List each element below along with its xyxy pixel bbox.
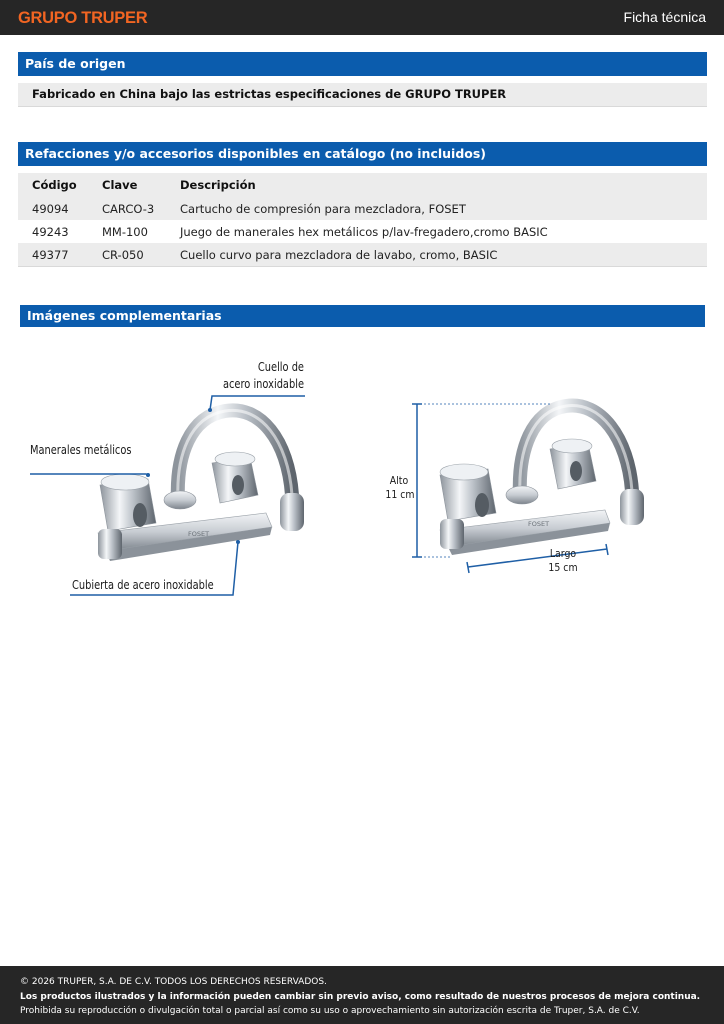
footer-copyright: © 2026 TRUPER, S.A. DE C.V. TODOS LOS DERECHOS RESERVADOS. xyxy=(20,977,327,987)
cell-code: 49094 xyxy=(18,197,102,220)
length-value: 15 cm xyxy=(548,561,578,574)
cell-description: Cuello curvo para mezcladora de lavabo, cromo, BASIC xyxy=(180,243,707,267)
parts-table xyxy=(18,173,707,267)
cell-code: 49243 xyxy=(32,224,69,239)
cell-description: Juego de manerales hex metálicos p/lav-fregadero,cromo BASIC xyxy=(180,224,548,239)
callout-neck-line1: Cuello de xyxy=(257,360,304,374)
faucet-dimension-image xyxy=(400,395,660,580)
height-value: 11 cm xyxy=(385,488,415,501)
column-header-description: Descripción xyxy=(180,173,707,197)
column-header-key: Clave xyxy=(102,173,180,197)
cell-key: CARCO-3 xyxy=(102,197,180,220)
parts-section-title: Refacciones y/o accesorios disponibles en catálogo (no incluidos) xyxy=(18,142,707,166)
footer xyxy=(0,966,724,1024)
callout-cover: Cubierta de acero inoxidable xyxy=(72,578,214,592)
cell-key: CR-050 xyxy=(102,243,180,267)
origin-section-title: País de origen xyxy=(18,52,707,76)
column-header-code: Código xyxy=(18,173,102,197)
footer-notice: Los productos ilustrados y la información pueden cambiar sin previo aviso, como resultado de nuestros procesos de mejora continua. xyxy=(20,991,701,1002)
length-label: Largo xyxy=(549,547,577,560)
images-section-title: Imágenes complementarias xyxy=(20,305,705,327)
document-type: Ficha técnica xyxy=(623,9,706,25)
faucet-illustration xyxy=(98,410,304,561)
cell-code: 49377 xyxy=(18,243,102,267)
brand-logo: GRUPO TRUPER xyxy=(18,9,148,27)
origin-text: Fabricado en China bajo las estrictas especificaciones de GRUPO TRUPER xyxy=(18,83,707,107)
callout-handles: Manerales metálicos xyxy=(30,443,132,457)
cell-key: MM-100 xyxy=(102,224,148,239)
callout-neck-line2: acero inoxidable xyxy=(222,377,304,391)
table-header-row xyxy=(18,173,707,197)
table-row xyxy=(18,220,707,243)
cell-description: Cartucho de compresión para mezcladora, FOSET xyxy=(180,197,707,220)
footer-legal: Prohibida su reproducción o divulgación total o parcial así como su uso o aprovechamiento sin autorización escrita de Truper, S.A. de C.V. xyxy=(20,1006,640,1016)
height-label: Alto xyxy=(389,474,409,487)
faucet-brand-mark: FOSET xyxy=(528,520,550,528)
table-row xyxy=(18,243,707,267)
table-row xyxy=(18,197,707,220)
faucet-illustration xyxy=(440,406,644,555)
faucet-brand-mark: FOSET xyxy=(188,530,210,538)
top-bar xyxy=(0,0,724,35)
